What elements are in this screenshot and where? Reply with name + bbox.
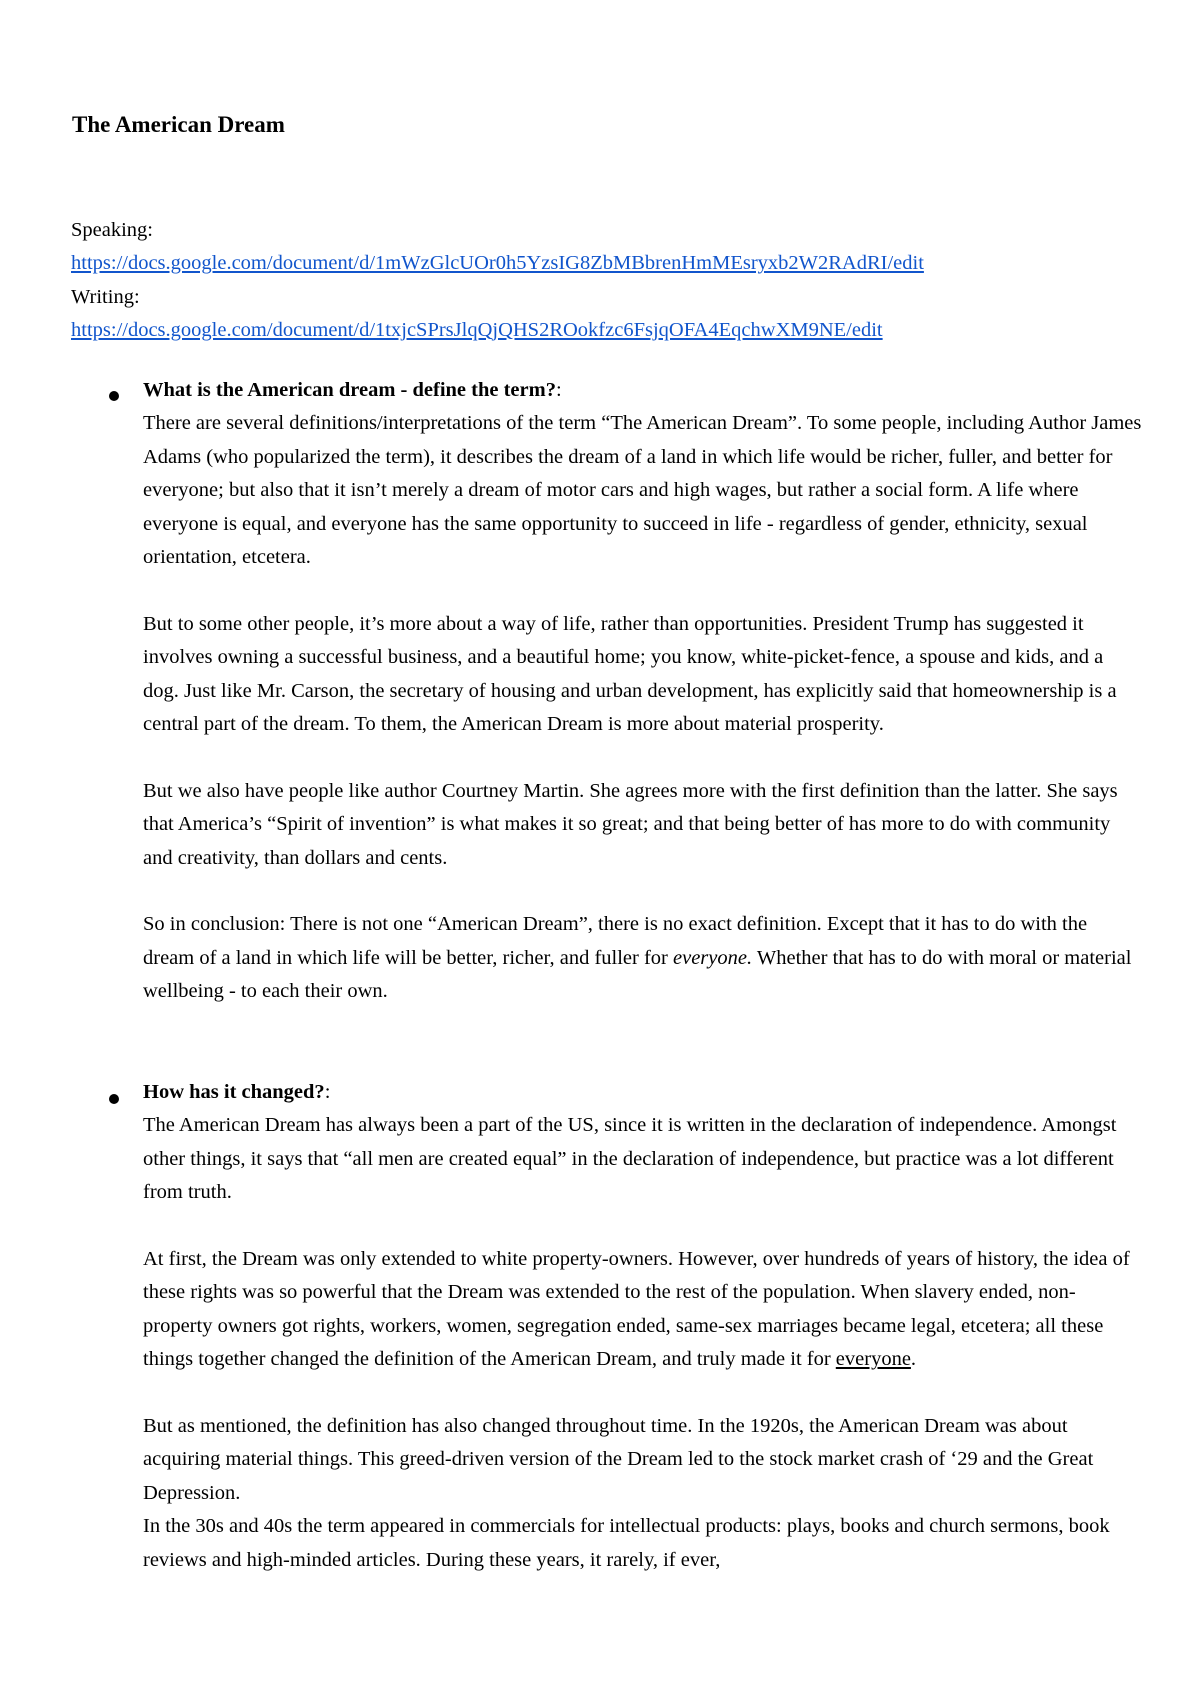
paragraph: But as mentioned, the definition has also changed throughout time. In the 1920s, the American Dream was about acquiring material things. This greed-driven version of the Dream led to the stock market crash of ‘29 and the Great Depression. [143, 1415, 1094, 1504]
section-heading: What is the American dream - define the term?: [143, 379, 562, 401]
paragraph: But to some other people, it’s more about a way of life, rather than opportunities. President Trump has suggested it involves owning a successful business, and a beautiful home; you know, white-picket-fence, a spouse and kids, and a dog. Just like Mr. Carson, the secretary of housing and urban development, has explicitly said that homeownership is a central part of the dream. To them, the American Dream is more about material prosperity. [143, 612, 1117, 736]
bullet-icon [109, 391, 119, 401]
paragraph: So in conclusion: There is not one “American Dream”, there is no exact definition. Except that it has to do with the dream of a land in which life will be better, richer, and fuller for everyone. Whether that has to do with moral or material wellbeing - to each their own. [143, 913, 1132, 1003]
paragraph: The American Dream has always been a part of the US, since it is written in the declaration of independence. Amongst other things, it says that “all men are created equal” in the declaration of independence, but practice was a lot different from truth. [143, 1114, 1117, 1204]
paragraph: At first, the Dream was only extended to white property-owners. However, over hundreds of years of history, the idea of these rights was so powerful that the Dream was extended to the rest of the population. When slavery ended, non-property owners got rights, workers, women, segregation ended, same-sex marriages became legal, etcetera; all these things together changed the definition of the American Dream, and truly made it for everyone. [143, 1248, 1130, 1371]
document-title: The American Dream [72, 112, 285, 137]
section-how-changed [143, 1076, 1143, 1577]
speaking-link[interactable]: https://docs.google.com/document/d/1mWzGlcUOr0h5YzsIG8ZbMBbrenHmMEsryxb2W2RAdRI/edit [71, 252, 924, 275]
paragraph: In the 30s and 40s the term appeared in commercials for intellectual products: plays, books and church sermons, book reviews and high-minded articles. During these years, it rarely, if ever, [143, 1515, 1110, 1571]
section-heading: How has it changed?: [143, 1081, 331, 1103]
resource-links [71, 214, 1131, 348]
speaking-label: Speaking: [71, 219, 153, 241]
paragraph: But we also have people like author Courtney Martin. She agrees more with the first definition than the latter. She says that America’s “Spirit of invention” is what makes it so great; and that being better of has more to do with community and creativity, than dollars and cents. [143, 779, 1118, 869]
section-define-term [143, 374, 1143, 1009]
writing-link[interactable]: https://docs.google.com/document/d/1txjcSPrsJlqQjQHS2ROokfzc6FsjqOFA4EqchwXM9NE/edit [71, 319, 883, 342]
bullet-icon [109, 1094, 119, 1104]
paragraph: There are several definitions/interpretations of the term “The American Dream”. To some people, including Author James Adams (who popularized the term), it describes the dream of a land in which life would be richer, fuller, and better for everyone; but also that it isn’t merely a dream of motor cars and high wages, but rather a social form. A life where everyone is equal, and everyone has the same opportunity to succeed in life - regardless of gender, ethnicity, sexual orientation, etcetera. [143, 412, 1142, 569]
writing-label: Writing: [71, 285, 140, 308]
